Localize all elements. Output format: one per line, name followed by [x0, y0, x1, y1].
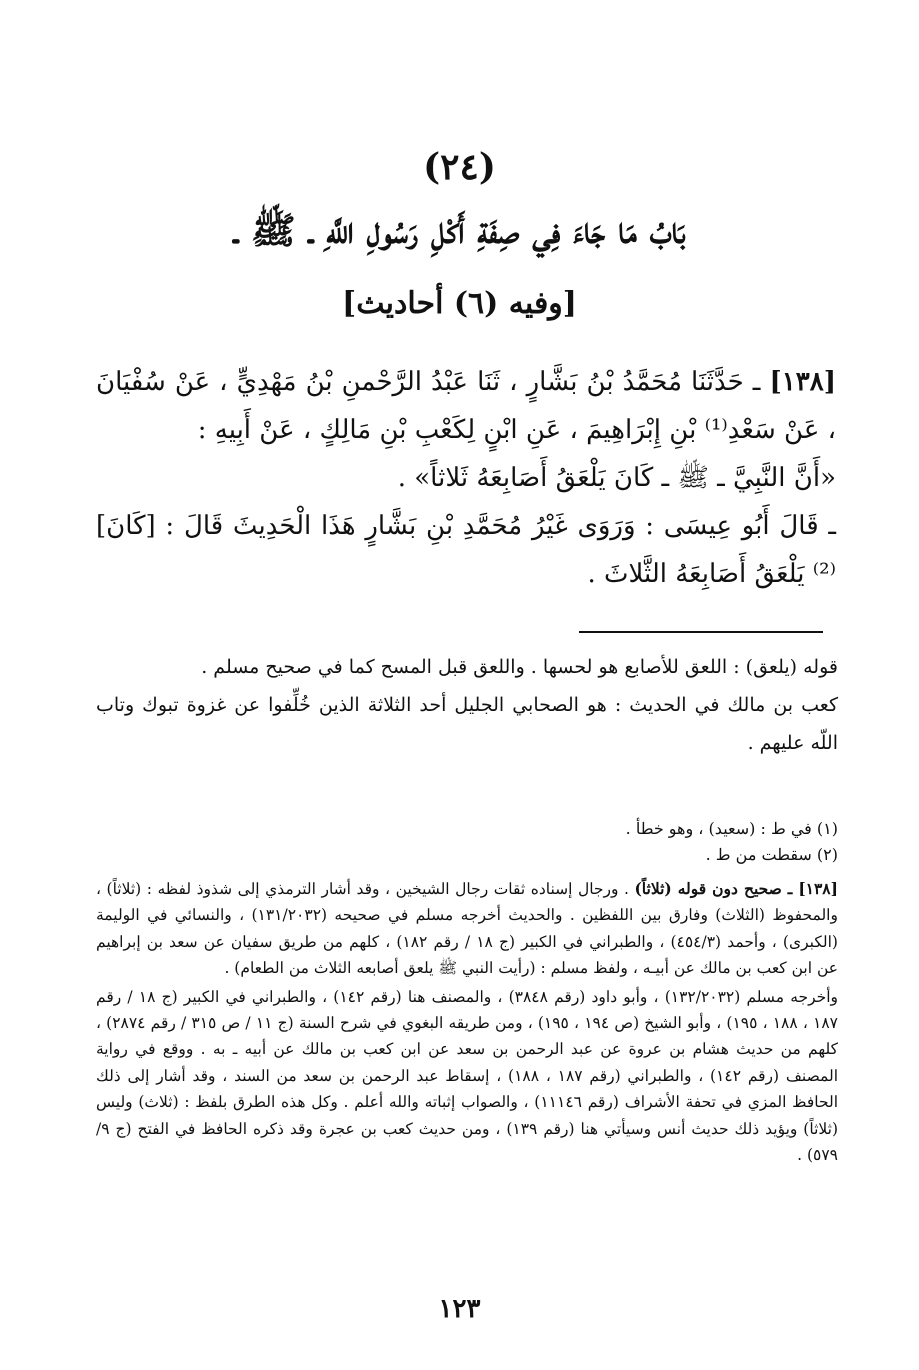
takhrij-text: . ورجال إسناده ثقات رجال الشيخين ، وقد أشار الترمذي إلى شذوذ لفظه : (ثلاثاً) ، والمحفوظ (الثلاث) وفارق بين اللفظين . والحديث أخرجه مسلم في صحيحه (١٣١/٢٠٣٢) ، والنسائي في الوليمة (الكبرى) ، وأحمد (٤٥٤/٣) ، والطبراني في الكبير (ج ١٨ / رقم ١٨٢) ، كلهم من طريق سفيان عن سعد بن إبراهيم عن ابن كعب بن مالك عن أبيـه ، ولفظ مسلم : (رأيت النبي ﷺ يلعق أصابعه الثلاث من الطعام) .: [96, 880, 838, 978]
hadith-number: [١٣٨]: [769, 367, 836, 397]
takhrij-label: [١٣٨] ـ صحيح دون قوله (ثلاثاً): [634, 879, 838, 898]
takhrij-section: [96, 876, 838, 1168]
footnotes: [96, 816, 838, 868]
takhrij-paragraph-2: وأخرجه مسلم (١٣٢/٢٠٣٢) ، وأبو داود (رقم ٣٨٤٨) ، والمصنف هنا (رقم ١٤٢) ، والطبراني في الكبير (ج ١٨ / رقم ١٨٧ ، ١٨٨ ، ١٩٥) ، وأبو الشيخ (ص ١٩٤ ، ١٩٥) ، ومن طريقه البغوي في شرح السنة (ج ١١ / ص ٣١٥ / رقم ٢٨٧٤) ، كلهم من حديث هشام بن عروة عن عبد الرحمن بن سعد عن ابن كعب بن مالك عن أبيه ـ به . ووقع في رواية المصنف (رقم ١٤٢) ، والطبراني (رقم ١٨٧ ، ١٨٨) ، إسقاط عبد الرحمن بن سعد من السند ، وقد أشار إلى ذلك الحافظ المزي في تحفة الأشراف (رقم ١١١٤٦) ، والصواب إثباته والله أعلم . وكل هذه الطرق بلفظ : (ثلاث) وليس (ثلاثاً) ويؤيد ذلك حديث أنس وسيأتي هنا (رقم ١٣٩) ، ومن حديث كعب بن عجرة وقد ذكره الحافظ في الفتح (ج ٩/ ٥٧٩) .: [96, 987, 839, 1165]
explanatory-note: قوله (يلعق) : اللعق للأصابع هو لحسها . واللعق قبل المسح كما في صحيح مسلم .: [201, 656, 838, 678]
hadith-matn: «أَنَّ النَّبِيَّ ـ ﷺ ـ كَانَ يَلْعَقُ أَصَابِعَهُ ثَلاثاً» .: [397, 463, 836, 493]
explanatory-notes: [96, 648, 838, 762]
hadith-block: [96, 358, 836, 598]
explanatory-note: كعب بن مالك في الحديث : هو الصحابي الجليل أحد الثلاثة الذين خُلِّفوا عن غزوة تبوك وتاب اللّه عليهم .: [96, 694, 838, 754]
hadith-isnad: [96, 358, 836, 454]
chapter-number: (٢٤): [423, 146, 496, 188]
separator-line: [579, 631, 823, 633]
hadith-count: [وفيه (٦) أحاديث]: [342, 286, 577, 321]
footnote: (٢) سقطت من ط .: [705, 845, 838, 864]
chapter-title: بَابُ مَا جَاءَ فِي صِفَةِ أَكْلِ رَسُولِ اللَّهِ ـ ﷺ ـ: [233, 208, 686, 252]
footnote: (١) في ط : (سعيد) ، وهو خطأ .: [625, 819, 838, 838]
page-number: ١٢٣: [438, 1294, 481, 1324]
hadith-text: ـ حَدَّثَنَا مُحَمَّدُ بْنُ بَشَّارٍ ، ثَنَا عَبْدُ الرَّحْمنِ بْنُ مَهْدِيٍّ ، عَنْ سُفْيَانَ ، عَنْ سَعْدِ⁽¹⁾ بْنِ إِبْرَاهِيمَ ، عَنِ ابْنٍ لِكَعْبِ بْنِ مَالِكٍ ، عَنْ أَبِيهِ :: [96, 367, 836, 445]
hadith-comment: ـ قَالَ أَبُو عِيسَى : وَرَوَى غَيْرُ مُحَمَّدِ بْنِ بَشَّارٍ هَذَا الْحَدِيثَ قَالَ : [كَانَ]⁽²⁾ يَلْعَقُ أَصَابِعَهُ الثَّلاثَ .: [96, 511, 836, 589]
takhrij-paragraph: [96, 876, 838, 982]
